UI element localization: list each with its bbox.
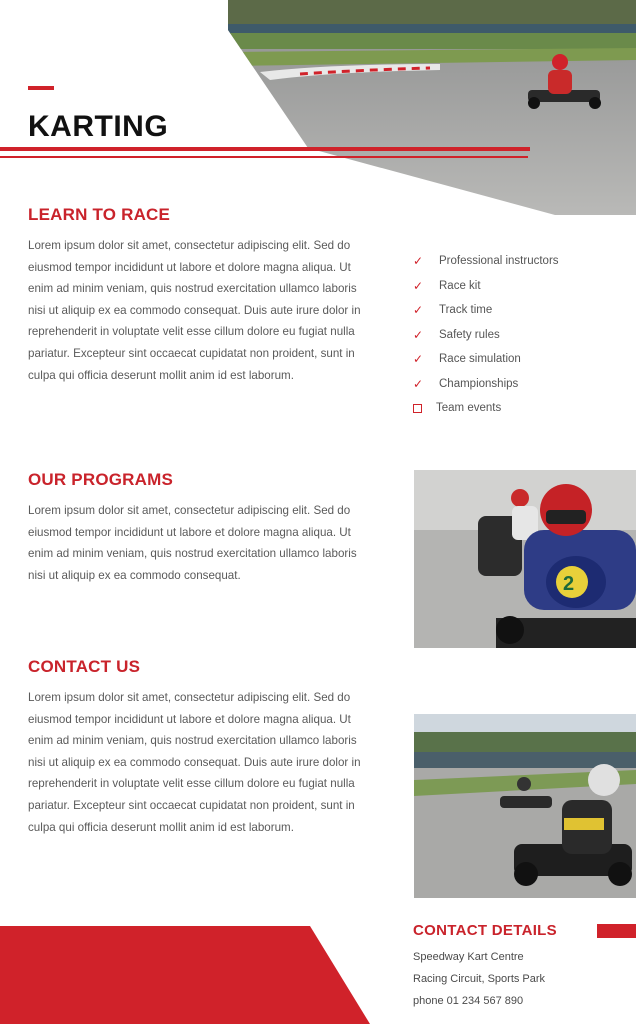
check-icon: ✓ bbox=[413, 352, 424, 367]
contact-line: phone 01 234 567 890 bbox=[413, 995, 524, 1007]
svg-text:2: 2 bbox=[563, 573, 575, 595]
list-item bbox=[413, 274, 623, 299]
page-title: KARTING bbox=[28, 110, 169, 143]
header-rule bbox=[0, 147, 530, 151]
check-icon: ✓ bbox=[413, 376, 424, 391]
list-item-label: Track time bbox=[439, 304, 493, 317]
section-body: Lorem ipsum dolor sit amet, consectetur adipiscing elit. Sed do eiusmod tempor incididunt ut labore et dolore magna aliqua. Ut enim ad minim veniam, quis nostrud exercitation ullamco laboris nisi ut aliquip ex ea commodo consequat. Duis aute irure dolor in reprehenderit in voluptate velit esse cillum dolore eu fugiat nulla pariatur. Excepteur sint occaecat cupidatat non proident, sunt in culpa qui officia deserunt mollit anim id est laborum. bbox=[28, 239, 361, 382]
list-item-label: Professional instructors bbox=[439, 255, 559, 268]
contact-details bbox=[413, 946, 633, 1012]
section-heading: LEARN TO RACE bbox=[28, 205, 171, 224]
contact-details-title: CONTACT DETAILS bbox=[413, 922, 557, 939]
check-icon: ✓ bbox=[413, 303, 424, 318]
check-icon: ✓ bbox=[413, 278, 424, 293]
list-item bbox=[413, 396, 623, 421]
hero-track-photo bbox=[0, 0, 636, 215]
contact-line: Speedway Kart Centre bbox=[413, 951, 524, 963]
section-learn-to-race bbox=[28, 205, 373, 386]
section-heading: OUR PROGRAMS bbox=[28, 470, 174, 489]
section-our-programs bbox=[28, 470, 373, 586]
list-item-label: Race kit bbox=[439, 279, 481, 292]
section-contact-us bbox=[28, 657, 373, 838]
track-photo bbox=[414, 714, 636, 898]
list-item-label: Safety rules bbox=[439, 328, 500, 341]
section-body: Lorem ipsum dolor sit amet, consectetur adipiscing elit. Sed do eiusmod tempor incididunt ut labore et dolore magna aliqua. Ut enim ad minim veniam, quis nostrud exercitation ullamco laboris nisi ut aliquip ex ea commodo consequat. Duis aute irure dolor in reprehenderit in voluptate velit esse cillum dolore eu fugiat nulla pariatur. Excepteur sint occaecat cupidatat non proident, sunt in culpa qui officia deserunt mollit anim id est laborum. bbox=[28, 691, 361, 834]
feature-list bbox=[413, 249, 623, 421]
list-item bbox=[413, 249, 623, 274]
list-item bbox=[413, 298, 623, 323]
list-item-label: Team events bbox=[436, 402, 502, 415]
list-item bbox=[413, 347, 623, 372]
footer-red-shape bbox=[0, 926, 370, 1024]
header-rule-thin bbox=[0, 156, 528, 158]
check-icon: ✓ bbox=[413, 254, 424, 269]
square-icon bbox=[413, 404, 422, 413]
accent-dash bbox=[28, 86, 54, 90]
list-item-label: Championships bbox=[439, 377, 519, 390]
list-item bbox=[413, 372, 623, 397]
list-item-label: Race simulation bbox=[439, 353, 521, 366]
contact-line: Racing Circuit, Sports Park bbox=[413, 973, 546, 985]
contact-accent-bar bbox=[597, 924, 636, 938]
check-icon: ✓ bbox=[413, 327, 424, 342]
section-body: Lorem ipsum dolor sit amet, consectetur adipiscing elit. Sed do eiusmod tempor incididunt ut labore et dolore magna aliqua. Ut enim ad minim veniam, quis nostrud exercitation ullamco laboris nisi ut aliquip ex ea commodo consequat. bbox=[28, 504, 357, 582]
section-heading: CONTACT US bbox=[28, 657, 141, 676]
list-item bbox=[413, 323, 623, 348]
racer-photo bbox=[414, 470, 636, 648]
